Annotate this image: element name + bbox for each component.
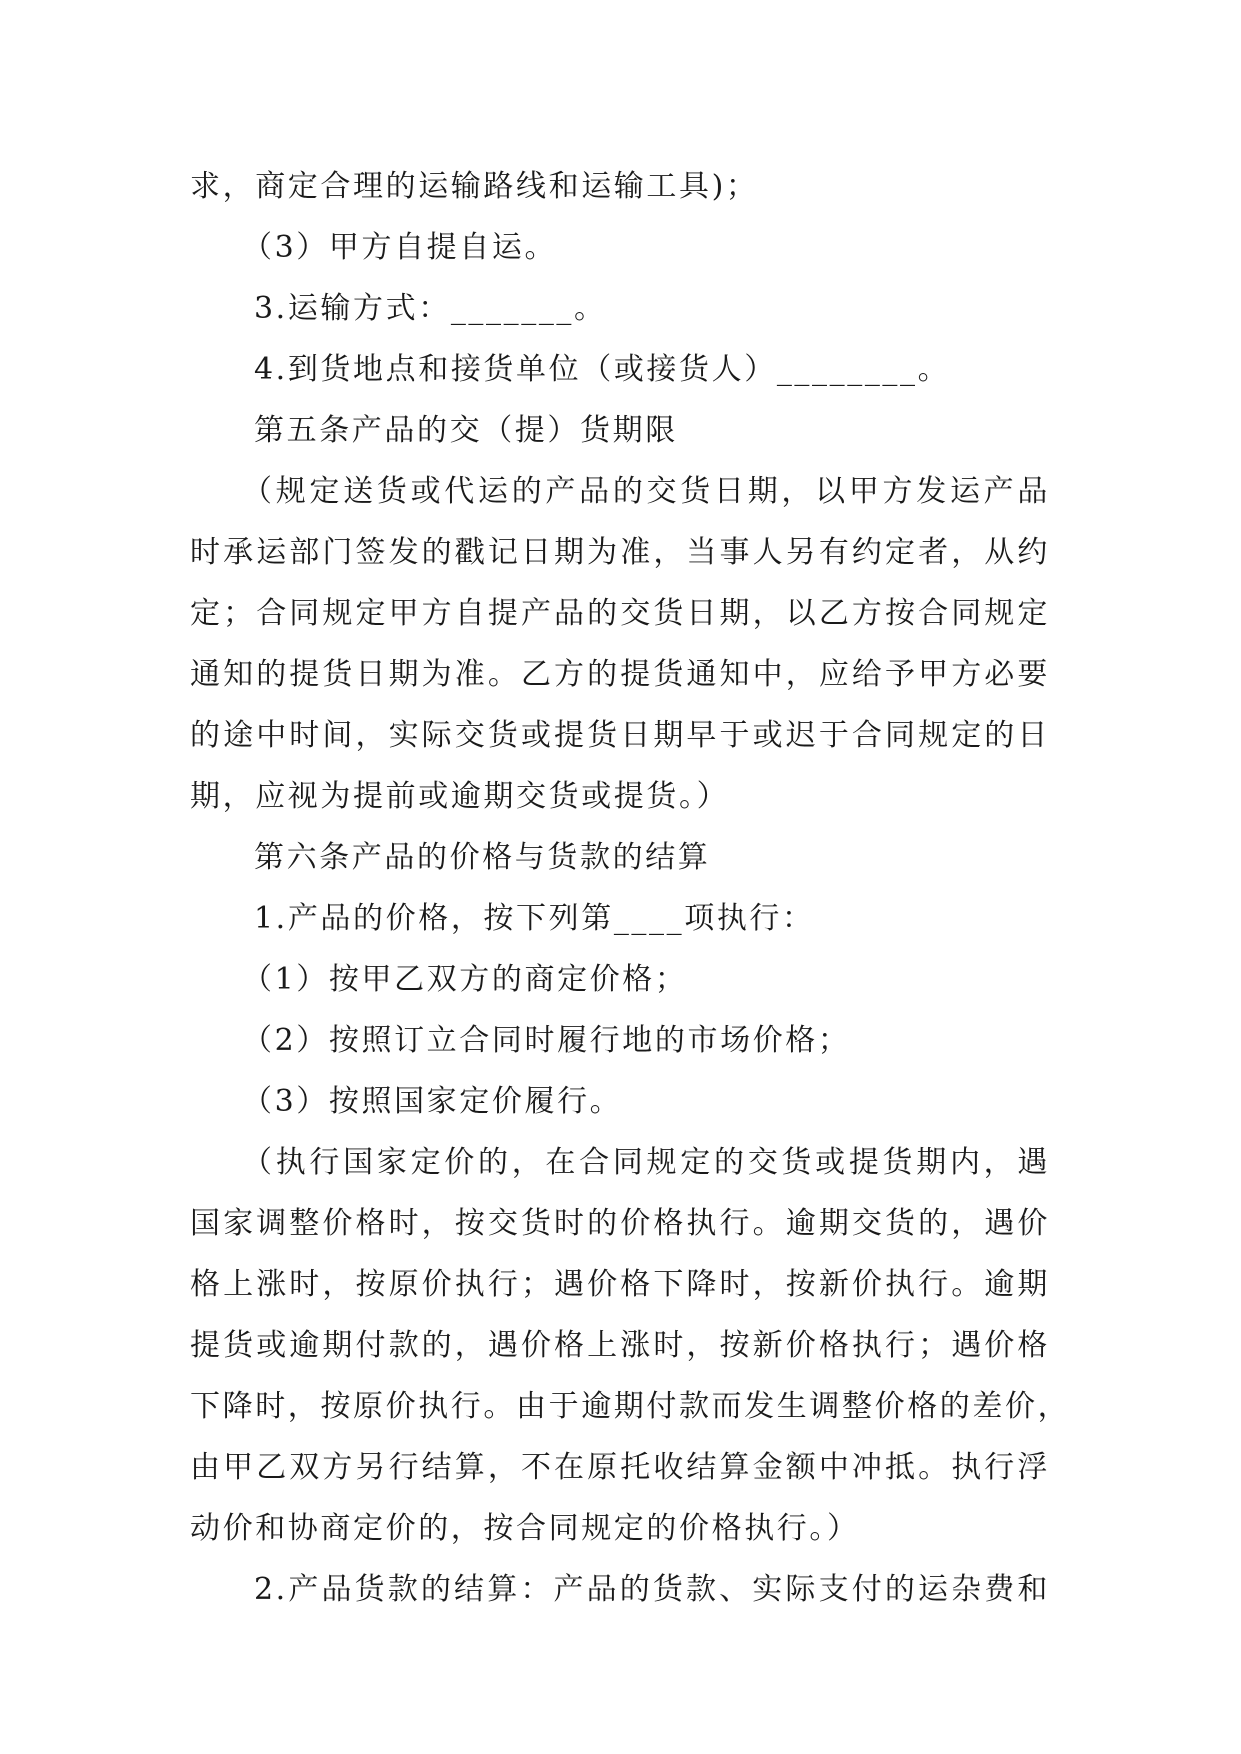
paragraph-line: 期，应视为提前或逾期交货或提货。） xyxy=(190,779,730,814)
paragraph-line: 4.到货地点和接货单位（或接货人）________。 xyxy=(254,352,951,387)
paragraph-line: 提货或逾期付款的，遇价格上涨时，按新价格执行；遇价格 xyxy=(190,1328,1050,1363)
paragraph-line: 3.运输方式：_______。 xyxy=(254,291,607,326)
paragraph-line: 1.产品的价格，按下列第____项执行： xyxy=(254,901,815,936)
paragraph-line: （2）按照订立合同时履行地的市场价格； xyxy=(242,1023,851,1058)
section-heading: 第六条产品的价格与货款的结算 xyxy=(254,840,711,875)
paragraph-line: 由甲乙双方另行结算，不在原托收结算金额中冲抵。执行浮 xyxy=(190,1450,1050,1485)
paragraph-line: （3）甲方自提自运。 xyxy=(242,230,558,265)
document-body xyxy=(190,156,1071,1620)
paragraph-line: 求，商定合理的运输路线和运输工具)； xyxy=(190,169,759,204)
paragraph-line: （1）按甲乙双方的商定价格； xyxy=(242,962,688,997)
paragraph-line: 时承运部门签发的戳记日期为准，当事人另有约定者，从约 xyxy=(190,535,1050,570)
paragraph-line: 动价和协商定价的，按合同规定的价格执行。） xyxy=(190,1511,860,1546)
paragraph-line: （执行国家定价的，在合同规定的交货或提货期内，遇 xyxy=(242,1145,1050,1180)
paragraph-line: （3）按照国家定价履行。 xyxy=(242,1084,623,1119)
paragraph-line: 定；合同规定甲方自提产品的交货日期，以乙方按合同规定 xyxy=(190,596,1050,631)
paragraph-line: 国家调整价格时，按交货时的价格执行。逾期交货的，遇价 xyxy=(190,1206,1050,1241)
paragraph-line: 的途中时间，实际交货或提货日期早于或迟于合同规定的日 xyxy=(190,718,1050,753)
paragraph-line: 通知的提货日期为准。乙方的提货通知中，应给予甲方必要 xyxy=(190,657,1050,692)
paragraph-line: 格上涨时，按原价执行；遇价格下降时，按新价执行。逾期 xyxy=(190,1267,1050,1302)
section-heading: 第五条产品的交（提）货期限 xyxy=(254,413,678,448)
paragraph-line: （规定送货或代运的产品的交货日期，以甲方发运产品 xyxy=(242,474,1050,509)
paragraph-line: 下降时，按原价执行。由于逾期付款而发生调整价格的差价， xyxy=(190,1389,1071,1424)
paragraph-line: 2.产品货款的结算：产品的货款、实际支付的运杂费和 xyxy=(254,1572,1050,1607)
